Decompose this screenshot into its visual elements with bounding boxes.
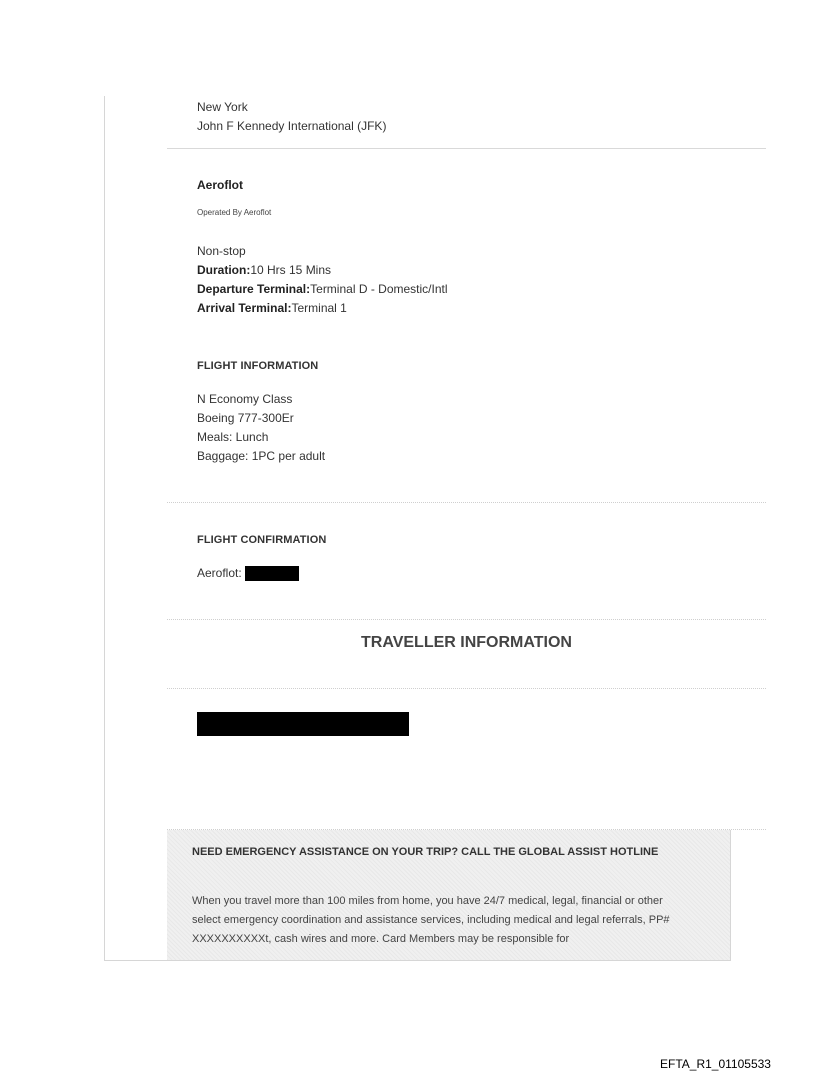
arrival-airport: John F Kennedy International (JFK) xyxy=(197,119,387,133)
duration-row xyxy=(197,261,331,280)
cabin-class: N Economy Class xyxy=(197,392,293,406)
arrival-terminal-label: Arrival Terminal: xyxy=(197,301,292,315)
redacted-confirmation-number xyxy=(245,566,299,581)
document-id: EFTA_R1_01105533 xyxy=(660,1057,771,1071)
page-frame-left-border xyxy=(104,96,105,961)
confirmation-airline-label: Aeroflot: xyxy=(197,566,242,580)
divider xyxy=(167,688,766,690)
departure-terminal-label: Departure Terminal: xyxy=(197,282,311,296)
meals: Meals: Lunch xyxy=(197,430,269,444)
traveller-information-heading: TRAVELLER INFORMATION xyxy=(361,634,572,651)
divider xyxy=(167,148,766,149)
flight-information-title: FLIGHT INFORMATION xyxy=(197,360,319,372)
departure-terminal-value: Terminal D - Domestic/Intl xyxy=(310,282,448,296)
divider xyxy=(167,502,766,504)
operated-by: Operated By Aeroflot xyxy=(197,208,272,217)
airline-name: Aeroflot xyxy=(197,178,243,192)
emergency-assistance-notice xyxy=(167,830,731,960)
duration-value: 10 Hrs 15 Mins xyxy=(250,263,332,277)
departure-terminal-row xyxy=(197,280,448,299)
page-frame-bottom-border xyxy=(104,960,731,961)
baggage: Baggage: 1PC per adult xyxy=(197,449,326,463)
arrival-terminal-row xyxy=(197,299,347,318)
emergency-notice-title: NEED EMERGENCY ASSISTANCE ON YOUR TRIP? CALL THE GLOBAL ASSIST HOTLINE xyxy=(192,846,659,858)
divider xyxy=(167,619,766,621)
stops: Non-stop xyxy=(197,244,246,258)
arrival-terminal-value: Terminal 1 xyxy=(291,301,347,315)
redacted-traveller-name xyxy=(197,712,409,736)
aircraft-type: Boeing 777-300Er xyxy=(197,411,294,425)
flight-confirmation-title: FLIGHT CONFIRMATION xyxy=(197,534,327,546)
duration-label: Duration: xyxy=(197,263,251,277)
emergency-notice-body: When you travel more than 100 miles from home, you have 24/7 medical, legal, financial or other select emergency coordination and assistance services, including medical and legal referrals, PP# XXXXXXXXXXt, cash wires and more. Card Members may be responsible for xyxy=(192,895,670,945)
arrival-city: New York xyxy=(197,100,248,114)
